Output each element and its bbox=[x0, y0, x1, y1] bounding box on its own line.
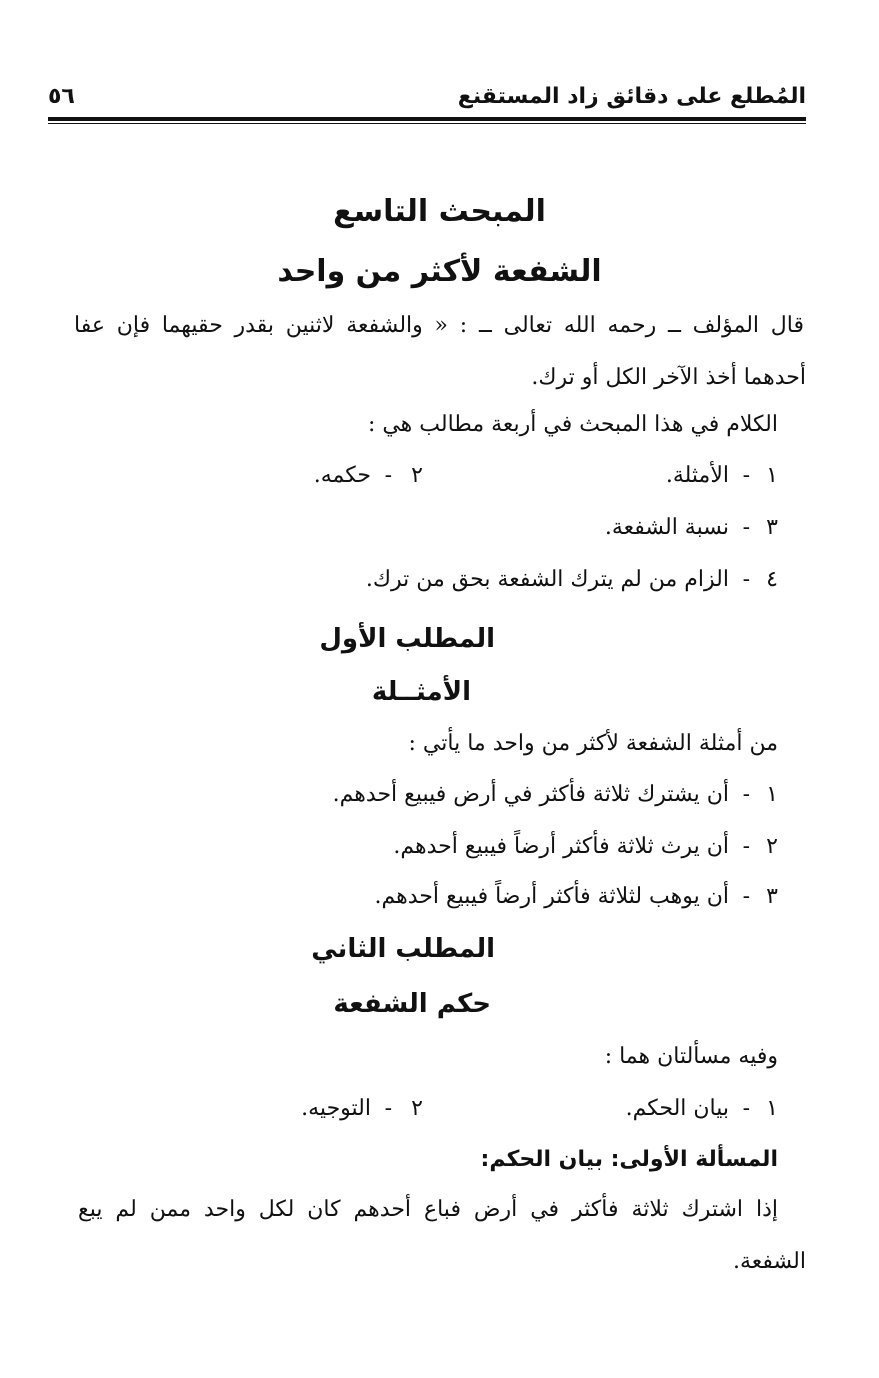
book-title: المُطلع على دقائق زاد المستقنع bbox=[457, 84, 806, 109]
issue1-line-2: الشفعة. bbox=[733, 1249, 806, 1274]
overview-item-4-num: ٤ bbox=[766, 567, 778, 592]
page-number: ٥٦ bbox=[48, 84, 75, 109]
overview-item-1-dash: - bbox=[742, 463, 750, 488]
overview-item-4-text: الزام من لم يترك الشفعة بحق من ترك. bbox=[365, 567, 729, 592]
section-title: المبحث التاسع bbox=[333, 194, 546, 229]
overview-item-1-num: ١ bbox=[766, 463, 778, 488]
overview-item-3-dash: - bbox=[742, 515, 750, 540]
part1-lead: من أمثلة الشفعة لأكثر من واحد ما يأتي : bbox=[408, 731, 778, 756]
part1-subtitle: الأمثــلة bbox=[371, 677, 471, 707]
intro-line-1: قال المؤلف ــ رحمه الله تعالى ــ : « والشفعة لاثنين بقدر حقيهما فإن عفا bbox=[74, 313, 804, 338]
part1-item-2-num: ٢ bbox=[766, 834, 778, 859]
part2-item-1-text: بيان الحكم. bbox=[625, 1096, 729, 1121]
part1-item-2-text: أن يرث ثلاثة فأكثر أرضاً فيبيع أحدهم. bbox=[393, 834, 729, 859]
part1-item-3-text: أن يوهب لثلاثة فأكثر أرضاً فيبيع أحدهم. bbox=[374, 884, 729, 909]
part1-item-1-dash: - bbox=[742, 782, 750, 807]
running-header bbox=[48, 82, 806, 116]
part1-item-2-dash: - bbox=[742, 834, 750, 859]
part1-item-1-text: أن يشترك ثلاثة فأكثر في أرض فيبيع أحدهم. bbox=[332, 782, 729, 807]
overview-item-2-text: حكمه. bbox=[313, 463, 371, 488]
part2-item-2-num: ٢ bbox=[411, 1096, 423, 1121]
overview-item-3-text: نسبة الشفعة. bbox=[604, 515, 729, 540]
issue1-heading: المسألة الأولى: بيان الحكم: bbox=[480, 1147, 778, 1172]
part1-item-1-num: ١ bbox=[766, 782, 778, 807]
part1-item-3-num: ٣ bbox=[766, 884, 778, 909]
part2-item-1-dash: - bbox=[742, 1096, 750, 1121]
header-rule-thin bbox=[48, 123, 806, 124]
header-rule-thick bbox=[48, 117, 806, 121]
section-subtitle: الشفعة لأكثر من واحد bbox=[277, 254, 602, 289]
part2-title: المطلب الثاني bbox=[311, 934, 495, 964]
part2-item-1-num: ١ bbox=[766, 1096, 778, 1121]
intro-line-2: أحدهما أخذ الآخر الكل أو ترك. bbox=[531, 365, 806, 390]
overview-lead: الكلام في هذا المبحث في أربعة مطالب هي : bbox=[367, 412, 778, 437]
overview-item-4-dash: - bbox=[742, 567, 750, 592]
part1-title: المطلب الأول bbox=[319, 624, 495, 654]
part2-item-2-dash: - bbox=[384, 1096, 392, 1121]
overview-item-2-num: ٢ bbox=[411, 463, 423, 488]
part2-item-2-text: التوجيه. bbox=[301, 1096, 371, 1121]
overview-item-3-num: ٣ bbox=[766, 515, 778, 540]
part1-item-3-dash: - bbox=[742, 884, 750, 909]
part2-subtitle: حكم الشفعة bbox=[333, 989, 491, 1019]
overview-item-2-dash: - bbox=[384, 463, 392, 488]
part2-lead: وفيه مسألتان هما : bbox=[604, 1044, 778, 1069]
issue1-line-1: إذا اشترك ثلاثة فأكثر في أرض فباع أحدهم كان لكل واحد ممن لم يبع bbox=[78, 1197, 778, 1222]
overview-item-1-text: الأمثلة. bbox=[665, 463, 729, 488]
